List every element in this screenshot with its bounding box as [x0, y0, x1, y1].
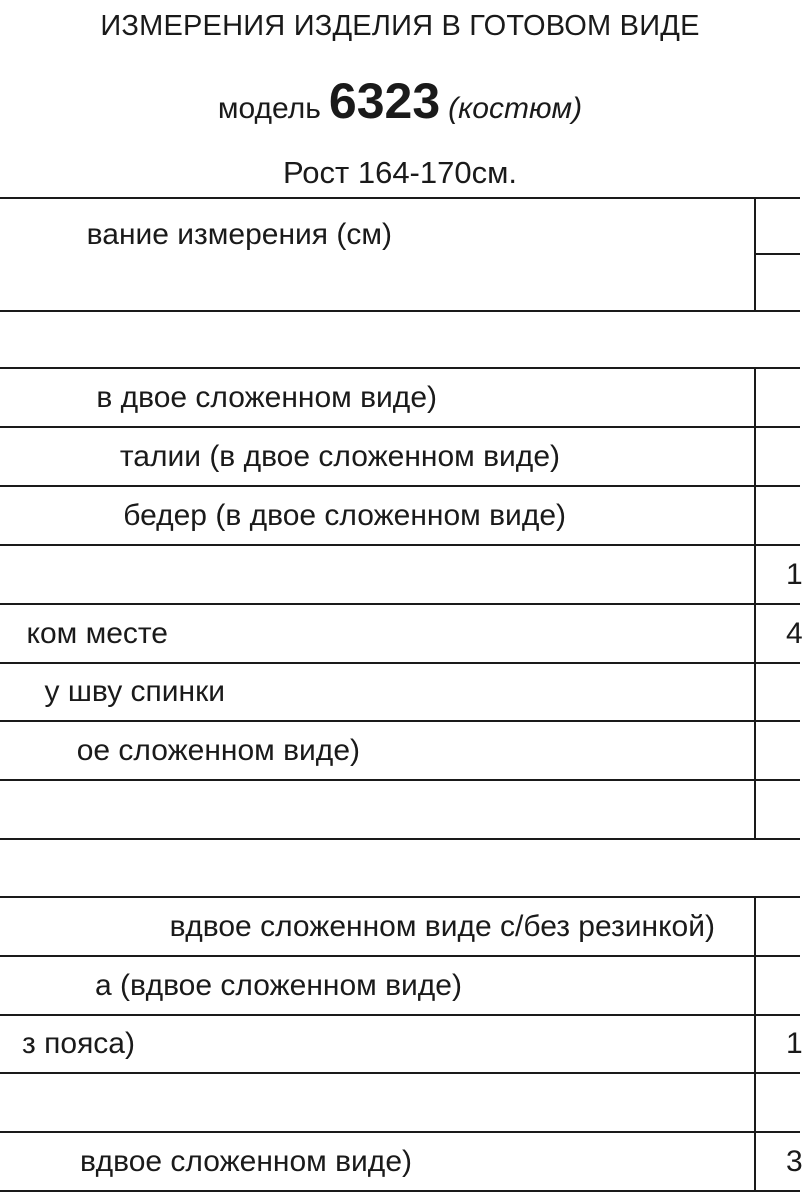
model-word: модель [217, 92, 321, 125]
table-row [0, 782, 752, 838]
row-label: у шву спинки [44, 675, 225, 708]
row-value-text: 4 [786, 617, 803, 650]
row-value-text: 1 [786, 558, 803, 591]
table-rule [0, 1190, 800, 1192]
row-label: талии (в двое сложенном виде) [119, 440, 560, 473]
row-label: вдвое сложенном виде с/без резинкой) [169, 910, 715, 943]
model-line [0, 72, 800, 130]
row-value-text: 1 [786, 1027, 803, 1060]
table-row [0, 429, 752, 485]
table-rule [0, 955, 800, 957]
row-value [756, 723, 800, 779]
row-label: ком месте [26, 617, 168, 650]
table-rule [0, 838, 800, 840]
column-divider [754, 197, 756, 312]
table-row [0, 1134, 752, 1190]
table-row [0, 606, 752, 662]
table-rule [0, 1131, 800, 1133]
row-label: вдвое сложенном виде) [79, 1145, 412, 1178]
row-value-text: 3 [786, 1145, 803, 1178]
table-row [0, 488, 752, 544]
table-row [0, 547, 752, 603]
table-rule [0, 896, 800, 898]
row-value [756, 606, 803, 662]
table-rule [0, 367, 800, 369]
table-rule [0, 197, 800, 199]
row-label: в двое сложенном виде) [96, 381, 437, 414]
row-label: з пояса) [22, 1027, 135, 1060]
row-value [756, 1075, 800, 1131]
row-value [756, 370, 800, 426]
table-rule [0, 544, 800, 546]
table-rule [0, 1072, 800, 1074]
table-row [0, 899, 752, 955]
row-value [756, 664, 800, 720]
row-value [756, 429, 800, 485]
row-value [756, 958, 800, 1014]
table-row [0, 1016, 752, 1072]
column-header-label: вание измерения (см) [86, 218, 392, 251]
row-value [756, 899, 800, 955]
table-row [0, 958, 752, 1014]
model-kind: (костюм) [448, 92, 583, 125]
row-value [756, 1016, 803, 1072]
row-label: бедер (в двое сложенном виде) [123, 499, 566, 532]
table-row [0, 370, 752, 426]
row-label: ое сложенном виде) [76, 734, 360, 767]
height-range: Рост 164-170см. [282, 155, 518, 190]
row-label: а (вдвое сложенном виде) [94, 969, 462, 1002]
table-rule [756, 253, 800, 255]
row-value [756, 1134, 803, 1190]
table-row [0, 1075, 752, 1131]
table-rule [0, 310, 800, 312]
table-rule [0, 603, 800, 605]
row-value [756, 547, 803, 603]
row-value [756, 488, 800, 544]
row-value [756, 782, 800, 838]
document-title: ИЗМЕРЕНИЯ ИЗДЕЛИЯ В ГОТОВОМ ВИДЕ [100, 10, 700, 42]
table-row [0, 723, 752, 779]
table-rule [0, 485, 800, 487]
table-rule [0, 426, 800, 428]
table-rule [0, 720, 800, 722]
table-rule [0, 779, 800, 781]
model-number: 6323 [328, 73, 441, 129]
column-header [0, 207, 752, 263]
table-row [0, 664, 752, 720]
